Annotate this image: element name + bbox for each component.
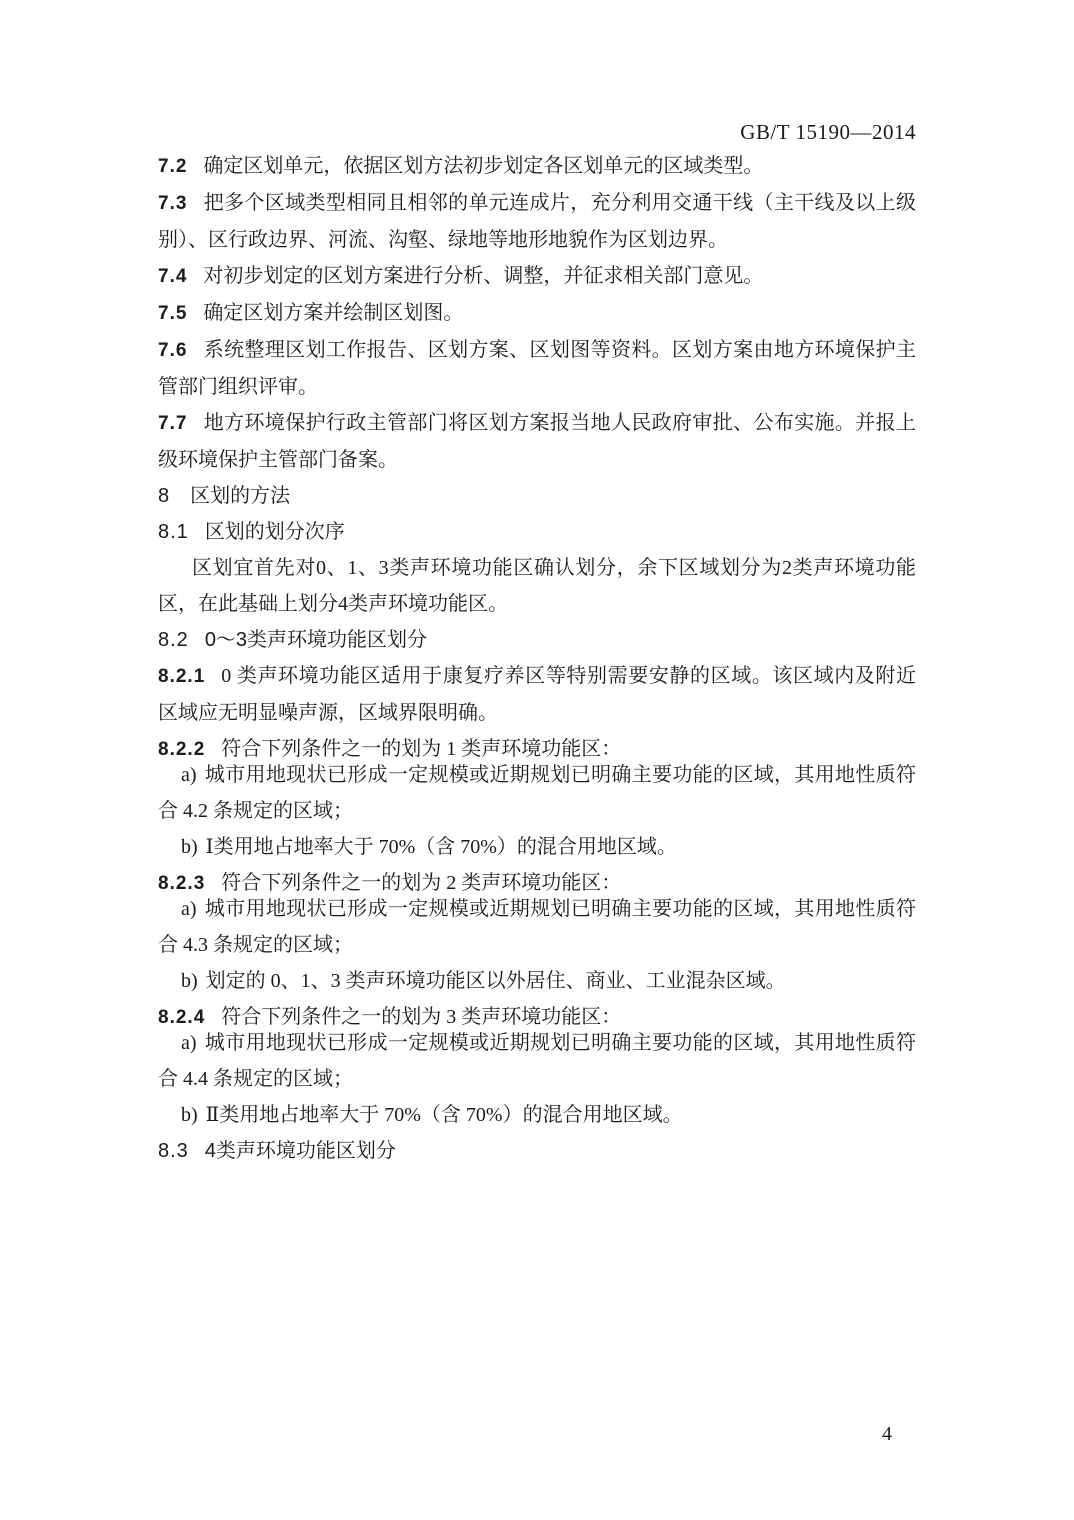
list-item-text: 城市用地现状已形成一定规模或近期规划已明确主要功能的区域，其用地性质符合 4.2 条规定的区域；	[158, 764, 916, 822]
list-item-text: 城市用地现状已形成一定规模或近期规划已明确主要功能的区域，其用地性质符合 4.4 条规定的区域；	[158, 1032, 916, 1090]
heading-text: 区划的划分次序	[204, 521, 345, 543]
heading-text: 区划的方法	[190, 485, 291, 507]
clause-7.4	[158, 258, 916, 295]
heading-number: 8	[158, 485, 171, 507]
clause-number: 8.2.3	[158, 873, 206, 894]
clause-text: 把多个区域类型相同且相邻的单元连成片，充分利用交通干线（主干线及以上级别）、区行政边界、河流、沟壑、绿地等地形地貌作为区划边界。	[158, 192, 916, 251]
clause-text: 系统整理区划工作报告、区划方案、区划图等资料。区划方案由地方环境保护主管部门组织评审。	[158, 339, 916, 398]
list-item-label: b)	[181, 836, 198, 858]
list-item-label: a)	[181, 898, 197, 920]
list-item-text: Ⅱ类用地占地率大于 70%（含 70%）的混合用地区域。	[205, 1104, 683, 1126]
list-item-text: Ⅰ类用地占地率大于 70%（含 70%）的混合用地区域。	[205, 836, 677, 858]
list-item-label: a)	[181, 764, 197, 786]
clause-7.6	[158, 332, 916, 405]
section-heading-8.3	[158, 1133, 916, 1169]
standard-code-header: GB/T 15190—2014	[740, 120, 916, 144]
clause-text: 确定区划单元，依据区划方法初步划定各区划单元的区域类型。	[203, 155, 764, 177]
clause-number: 8.2.4	[158, 1007, 206, 1028]
section-heading-8	[158, 478, 916, 514]
clause-text: 确定区划方案并绘制区划图。	[203, 302, 464, 324]
clause-7.7	[158, 405, 916, 478]
clause-text: 符合下列条件之一的划为 1 类声环境功能区：	[221, 738, 622, 760]
clause-7.3	[158, 185, 916, 258]
heading-number: 8.1	[158, 521, 189, 543]
clause-text: 0 类声环境功能区适用于康复疗养区等特别需要安静的区域。该区域内及附近区域应无明显噪声源，区域界限明确。	[158, 665, 916, 724]
list-item-a	[158, 1025, 916, 1097]
heading-number: 8.3	[158, 1140, 189, 1162]
clause-7.2	[158, 148, 916, 185]
clause-text: 地方环境保护行政主管部门将区划方案报当地人民政府审批、公布实施。并报上级环境保护主管部门备案。	[158, 412, 916, 471]
heading-number: 8.2	[158, 629, 189, 651]
list-item-text: 城市用地现状已形成一定规模或近期规划已明确主要功能的区域，其用地性质符合 4.3 条规定的区域；	[158, 898, 916, 956]
list-item-label: a)	[181, 1032, 197, 1054]
clause-number: 8.2.1	[158, 666, 206, 687]
clause-number: 7.4	[158, 266, 188, 287]
clause-number: 7.3	[158, 193, 188, 214]
heading-text: 4类声环境功能区划分	[204, 1140, 396, 1162]
body-paragraph: 区划宜首先对0、1、3类声环境功能区确认划分，余下区域划分为2类声环境功能区，在此基础上划分4类声环境功能区。	[158, 557, 916, 615]
clause-number: 7.7	[158, 413, 188, 434]
list-item-label: b)	[181, 1104, 198, 1126]
clause-text: 对初步划定的区划方案进行分析、调整，并征求相关部门意见。	[203, 265, 764, 287]
clause-7.5	[158, 295, 916, 332]
clause-number: 7.6	[158, 340, 188, 361]
heading-text: 0～3类声环境功能区划分	[204, 629, 428, 651]
list-item-b	[158, 963, 916, 999]
section-heading-8.1	[158, 514, 916, 550]
list-item-label: b)	[181, 970, 198, 992]
list-item-a	[158, 757, 916, 829]
clause-number: 7.5	[158, 303, 188, 324]
list-item-a	[158, 891, 916, 963]
clause-text: 符合下列条件之一的划为 3 类声环境功能区：	[221, 1006, 622, 1028]
clause-number: 8.2.2	[158, 739, 206, 760]
clause-8.2.1	[158, 658, 916, 731]
list-item-b	[158, 1097, 916, 1133]
clause-text: 符合下列条件之一的划为 2 类声环境功能区：	[221, 872, 622, 894]
document-body	[158, 148, 916, 1169]
clause-number: 7.2	[158, 156, 188, 177]
list-item-text: 划定的 0、1、3 类声环境功能区以外居住、商业、工业混杂区域。	[205, 970, 786, 992]
list-item-b	[158, 829, 916, 865]
section-heading-8.2	[158, 622, 916, 658]
page-number: 4	[882, 1423, 892, 1445]
